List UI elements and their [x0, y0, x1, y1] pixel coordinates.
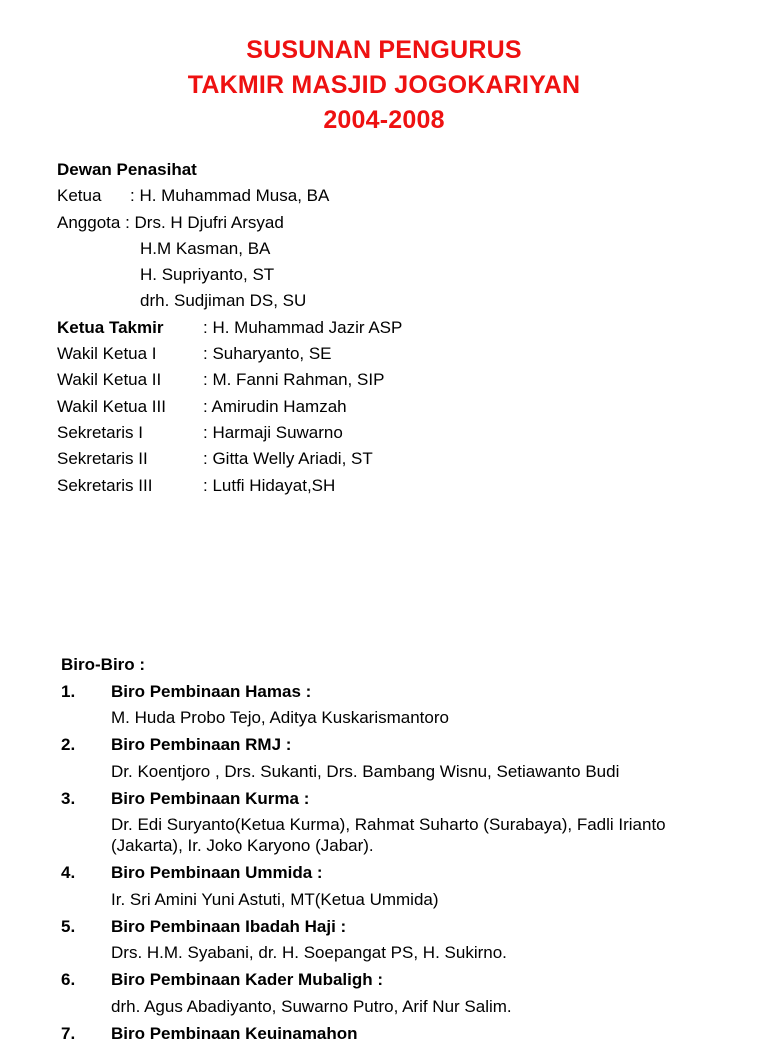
dewan-ketua-value: : H. Muhammad Musa, BA [130, 186, 329, 205]
biro-item-members: drh. Agus Abadiyanto, Suwarno Putro, Arif Nur Salim. [111, 994, 701, 1021]
biro-item-title: Biro Pembinaan Kader Mubaligh : [111, 967, 701, 994]
takmir-value: : Amirudin Hamzah [203, 397, 347, 416]
biro-item-title: Biro Pembinaan Keuinamahon [111, 1021, 701, 1047]
dewan-anggota-label: Anggota [57, 213, 120, 232]
biro-item-members: Drs. H.M. Syabani, dr. H. Soepangat PS, H. Sukirno. [111, 940, 701, 967]
takmir-value: : M. Fanni Rahman, SIP [203, 370, 384, 389]
takmir-row [57, 367, 402, 393]
dewan-anggota-value: H.M Kasman, BA [140, 239, 270, 258]
takmir-row [57, 473, 402, 499]
biro-item-title: Biro Pembinaan Ibadah Haji : [111, 914, 701, 941]
dewan-anggota-value: drh. Sudjiman DS, SU [140, 291, 306, 310]
biro-item-title: Biro Pembinaan RMJ : [111, 732, 701, 759]
biro-item [61, 914, 701, 968]
biro-item-members: Dr. Edi Suryanto(Ketua Kurma), Rahmat Suharto (Surabaya), Fadli Irianto (Jakarta), Ir. Joko Karyono (Jabar). [111, 812, 701, 860]
biro-item-number: 5. [61, 914, 75, 941]
title-line-2: TAKMIR MASJID JOGOKARIYAN [0, 68, 768, 103]
takmir-label: Sekretaris II [57, 446, 203, 472]
takmir-label: Sekretaris I [57, 420, 203, 446]
dewan-anggota-value: : Drs. H Djufri Arsyad [125, 213, 284, 232]
biro-item [61, 786, 701, 861]
biro-item-number: 1. [61, 679, 75, 706]
takmir-value: : Harmaji Suwarno [203, 423, 343, 442]
dewan-anggota-value: H. Supriyanto, ST [140, 265, 274, 284]
biro-item-number: 2. [61, 732, 75, 759]
dewan-anggota-row [57, 236, 402, 262]
takmir-label: Sekretaris III [57, 473, 203, 499]
takmir-value: : Suharyanto, SE [203, 344, 332, 363]
biro-item-members: M. Huda Probo Tejo, Aditya Kuskarismantoro [111, 705, 701, 732]
biro-item-number: 6. [61, 967, 75, 994]
biro-item-number: 7. [61, 1021, 75, 1047]
dewan-anggota-row [57, 288, 402, 314]
takmir-label: Wakil Ketua I [57, 341, 203, 367]
takmir-label: Wakil Ketua III [57, 394, 203, 420]
document-title [0, 33, 768, 138]
biro-heading: Biro-Biro : [61, 652, 701, 679]
dewan-anggota-row [57, 262, 402, 288]
biro-item [61, 732, 701, 786]
takmir-row [57, 420, 402, 446]
biro-item-members: Ir. Sri Amini Yuni Astuti, MT(Ketua Ummida) [111, 887, 701, 914]
biro-item [61, 679, 701, 733]
biro-item-number: 4. [61, 860, 75, 887]
biro-item-title: Biro Pembinaan Hamas : [111, 679, 701, 706]
takmir-value: : Lutfi Hidayat,SH [203, 476, 335, 495]
takmir-row [57, 341, 402, 367]
biro-item-number: 3. [61, 786, 75, 813]
dewan-heading: Dewan Penasihat [57, 157, 402, 183]
dewan-anggota-row [57, 210, 402, 236]
pengurus-list [57, 157, 402, 499]
takmir-row [57, 394, 402, 420]
takmir-row-ketua [57, 315, 402, 341]
biro-item-members: Dr. Koentjoro , Drs. Sukanti, Drs. Bambang Wisnu, Setiawanto Budi [111, 759, 701, 786]
takmir-label: Wakil Ketua II [57, 367, 203, 393]
biro-item [61, 967, 701, 1021]
takmir-label: Ketua Takmir [57, 315, 203, 341]
title-line-1: SUSUNAN PENGURUS [0, 33, 768, 68]
takmir-value: : Gitta Welly Ariadi, ST [203, 449, 373, 468]
takmir-value: : H. Muhammad Jazir ASP [203, 318, 402, 337]
dewan-ketua-label: Ketua [57, 183, 130, 209]
biro-section [61, 652, 701, 1047]
dewan-ketua-row [57, 183, 402, 209]
title-line-3: 2004-2008 [0, 103, 768, 138]
biro-item [61, 1021, 701, 1047]
biro-item-title: Biro Pembinaan Kurma : [111, 786, 701, 813]
takmir-row [57, 446, 402, 472]
biro-item [61, 860, 701, 914]
biro-item-title: Biro Pembinaan Ummida : [111, 860, 701, 887]
